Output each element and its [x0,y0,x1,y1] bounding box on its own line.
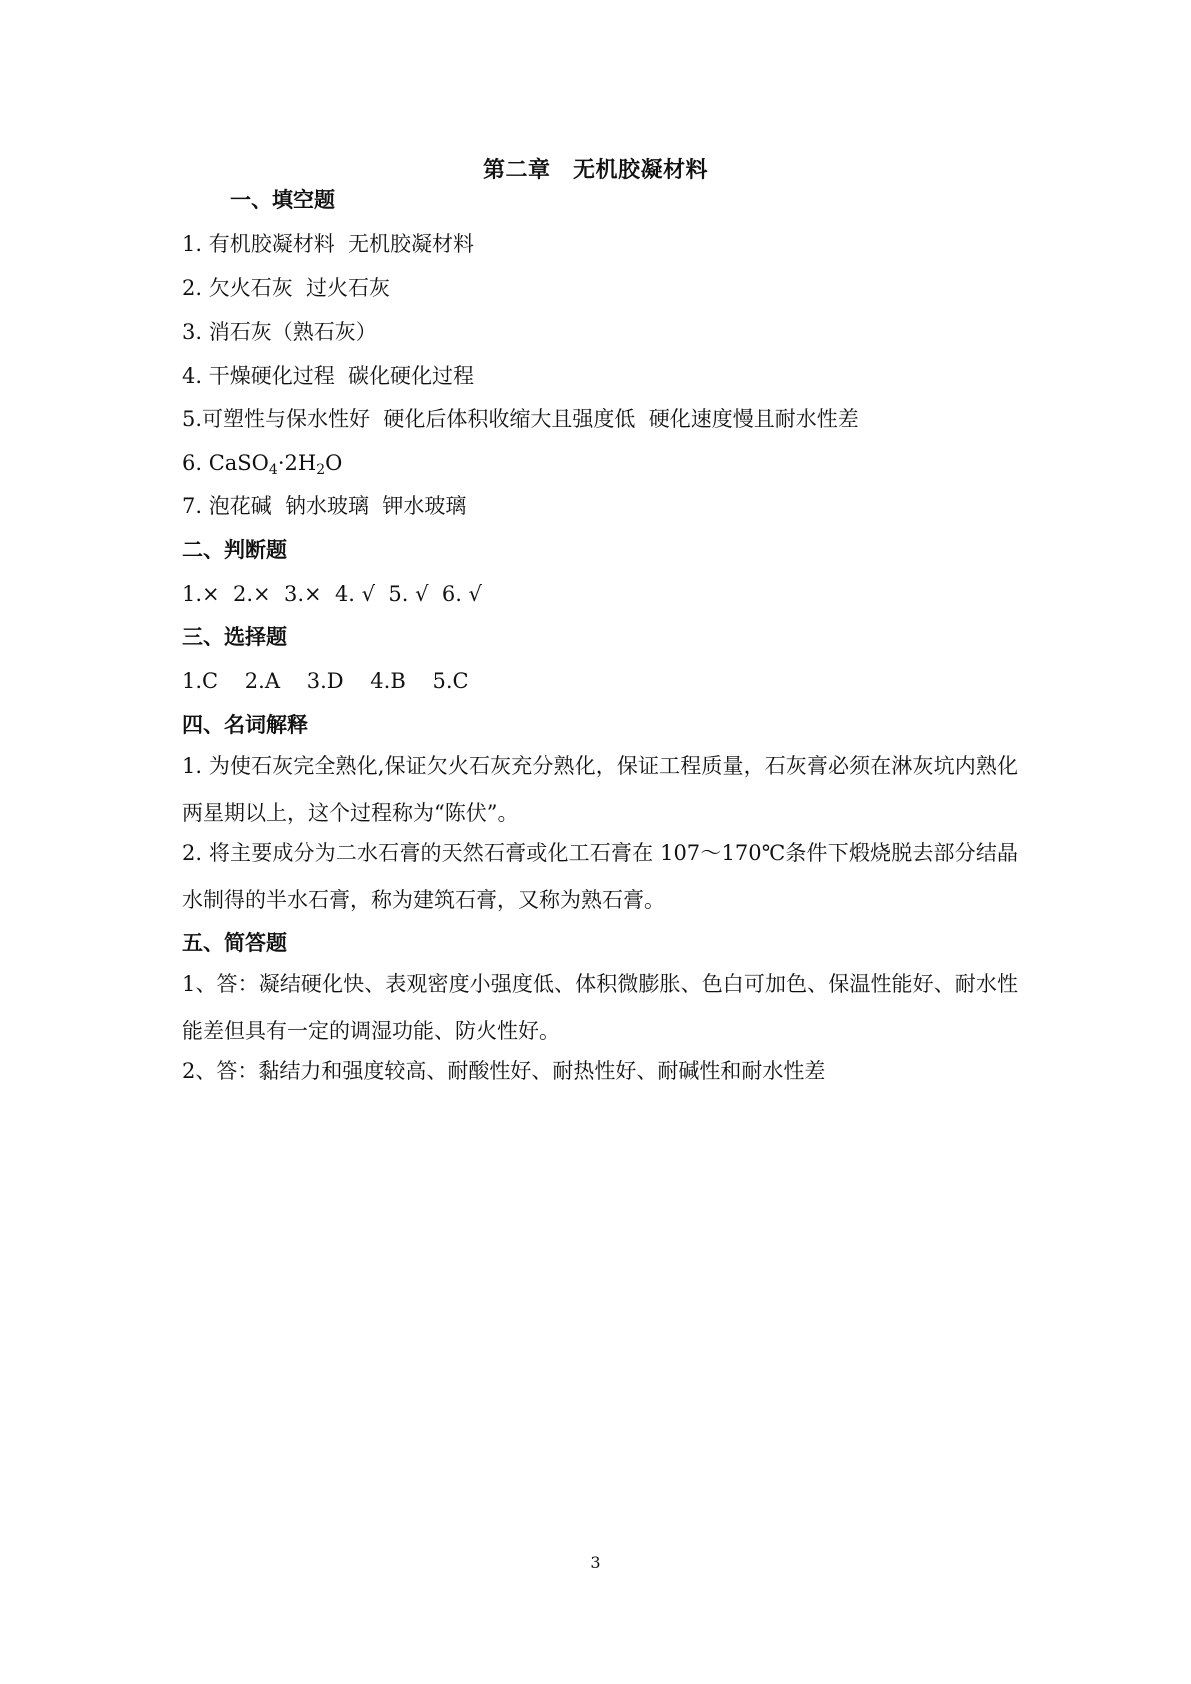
formula-prefix: 6. CaSO [182,451,269,475]
term-answer-2: 2. 将主要成分为二水石膏的天然石膏或化工石膏在 107～170℃条件下煅烧脱去部分结晶水制得的半水石膏，称为建筑石膏，又称为熟石膏。 [182,841,1018,912]
section-heading-choice: 三、选择题 [182,625,287,649]
short-answer-1: 1、答：凝结硬化快、表观密度小强度低、体积微膨胀、色白可加色、保温性能好、耐水性能差但具有一定的调湿功能、防火性好。 [182,972,1018,1043]
section-heading-judge: 二、判断题 [182,538,287,562]
formula-subscript-2: 2 [316,462,326,478]
term-answer-1: 1. 为使石灰完全熟化,保证欠火石灰充分熟化，保证工程质量，石灰膏必须在淋灰坑内熟化两星期以上，这个过程称为“陈伏”。 [182,754,1018,825]
page-number: 3 [590,1553,601,1572]
short-answer-2: 2、答：黏结力和强度较高、耐酸性好、耐热性好、耐碱性和耐水性差 [182,1059,826,1083]
fill-answer-5: 5.可塑性与保水性好 硬化后体积收缩大且强度低 硬化速度慢且耐水性差 [182,407,859,431]
fill-answer-6 [182,449,342,484]
fill-answer-2: 2. 欠火石灰 过火石灰 [182,276,391,300]
fill-answer-3: 3. 消石灰（熟石灰） [182,320,377,344]
chapter-title: 第二章 无机胶凝材料 [482,157,708,183]
fill-answer-1: 1. 有机胶凝材料 无机胶凝材料 [182,232,475,256]
formula-mid: ·2H [277,451,317,475]
formula-suffix: O [325,451,343,475]
section-heading-short: 五、简答题 [182,931,287,955]
section-heading-terms: 四、名词解释 [182,713,308,737]
fill-answer-7: 7. 泡花碱 钠水玻璃 钾水玻璃 [182,494,467,518]
choice-answers: 1.C 2.A 3.D 4.B 5.C [182,669,469,693]
fill-answer-4: 4. 干燥硬化过程 碳化硬化过程 [182,364,475,388]
judge-answers: 1.× 2.× 3.× 4. √ 5. √ 6. √ [182,582,482,606]
formula-subscript-4: 4 [268,462,278,478]
section-heading-fill: 一、填空题 [230,188,335,212]
